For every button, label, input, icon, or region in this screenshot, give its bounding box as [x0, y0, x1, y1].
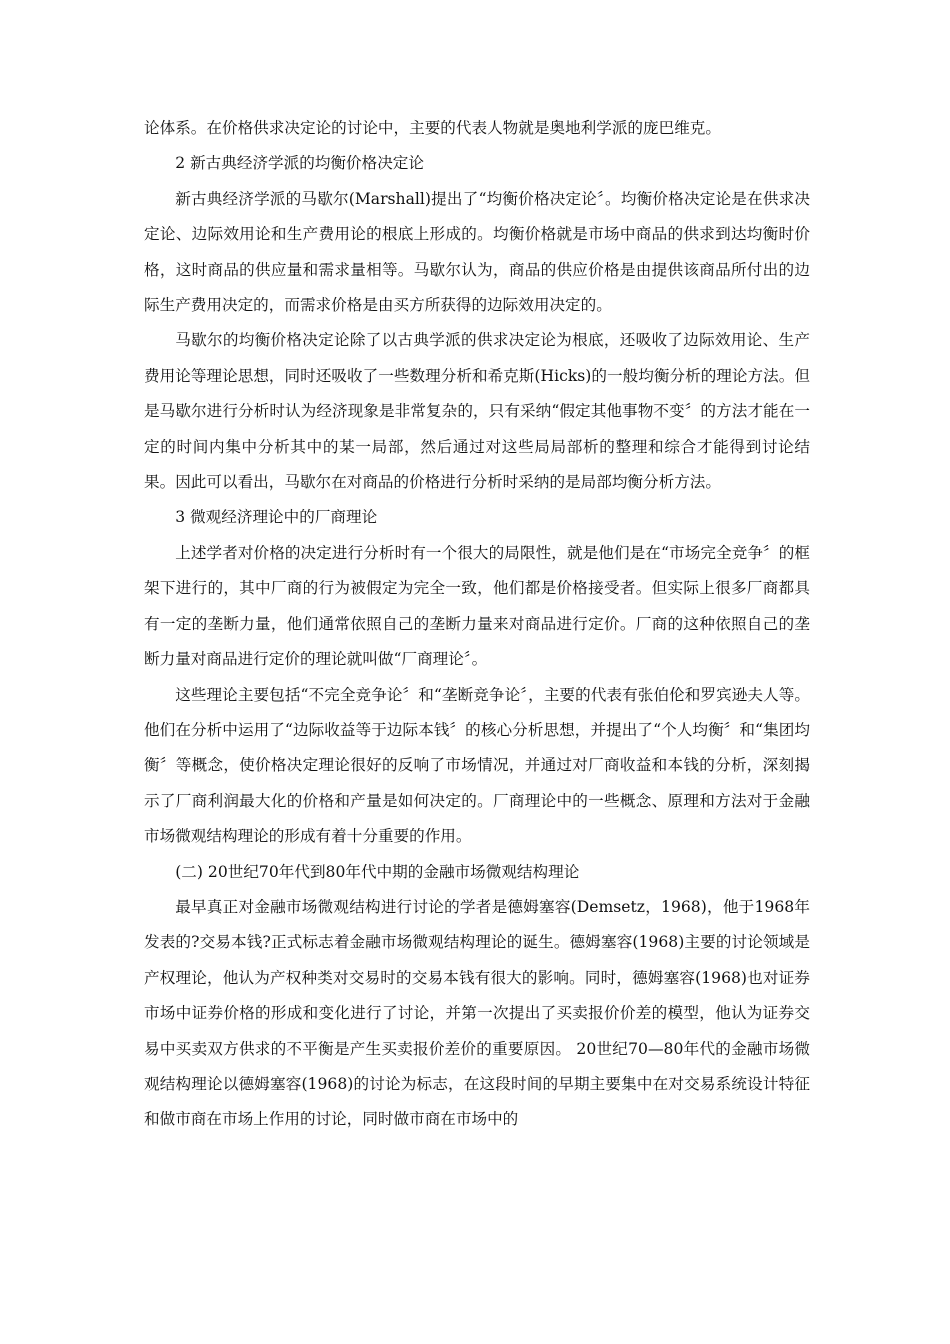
- body-paragraph: 最早真正对金融市场微观结构进行讨论的学者是德姆塞容(Demsetz，1968)，他于1968年发表的?交易本钱?正式标志着金融市场微观结构理论的诞生。德姆塞容(1968)主要的讨论领域是产权理论，他认为产权种类对交易时的交易本钱有很大的影响。同时，德姆塞容(1968)也对证券市场中证券价格的形成和变化进行了讨论，并第一次提出了买卖报价价差的模型，他认为证券交易中买卖双方供求的不平衡是产生买卖报价差价的重要原因。 20世纪70—80年代的金融市场微观结构理论以德姆塞容(1968)的讨论为标志，在这段时间的早期主要集中在对交易系统设计特征和做市商在市场上作用的讨论，同时做市商在市场中的: [144, 897, 810, 1129]
- section-heading: 2 新古典经济学派的均衡价格决定论: [175, 154, 424, 173]
- section-heading: 3 微观经济理论中的厂商理论: [175, 508, 378, 527]
- body-paragraph: 马歇尔的均衡价格决定论除了以古典学派的供求决定论为根底，还吸收了边际效用论、生产费用论等理论思想，同时还吸收了一些数理分析和希克斯(Hicks)的一般均衡分析的理论方法。但是马歇尔进行分析时认为经济现象是非常复杂的，只有采纳“假定其他事物不变〞的方法才能在一定的时间内集中分析其中的某一局部，然后通过对这些局局部析的整理和综合才能得到讨论结果。因此可以看出，马歇尔在对商品的价格进行分析时采纳的是局部均衡分析方法。: [144, 331, 810, 492]
- paragraph-continued: 论体系。在价格供求决定论的讨论中，主要的代表人物就是奥地利学派的庞巴维克。: [144, 119, 721, 137]
- body-paragraph: 新古典经济学派的马歇尔(Marshall)提出了“均衡价格决定论〞。均衡价格决定论是在供求决定论、边际效用论和生产费用论的根底上形成的。均衡价格就是市场中商品的供求到达均衡时价格，这时商品的供应量和需求量相等。马歇尔认为，商品的供应价格是由提供该商品所付出的边际生产费用决定的，而需求价格是由买方所获得的边际效用决定的。: [144, 189, 810, 315]
- document-body: [144, 111, 810, 1138]
- body-paragraph: 上述学者对价格的决定进行分析时有一个很大的局限性，就是他们是在“市场完全竞争〞的框架下进行的，其中厂商的行为被假定为完全一致，他们都是价格接受者。但实际上很多厂商都具有一定的垄断力量，他们通常依照自己的垄断力量来对商品进行定价。厂商的这种依照自己的垄断力量对商品进行定价的理论就叫做“厂商理论〞。: [144, 543, 810, 669]
- body-paragraph: 这些理论主要包括“不完全竞争论〞和“垄断竞争论〞，主要的代表有张伯伦和罗宾逊夫人等。他们在分析中运用了“边际收益等于边际本钱〞的核心分析思想，并提出了“个人均衡〞和“集团均衡〞等概念，使价格决定理论很好的反响了市场情况，并通过对厂商收益和本钱的分析，深刻揭示了厂商利润最大化的价格和产量是如何决定的。厂商理论中的一些概念、原理和方法对于金融市场微观结构理论的形成有着十分重要的作用。: [144, 685, 810, 846]
- section-heading: (二) 20世纪70年代到80年代中期的金融市场微观结构理论: [175, 862, 580, 881]
